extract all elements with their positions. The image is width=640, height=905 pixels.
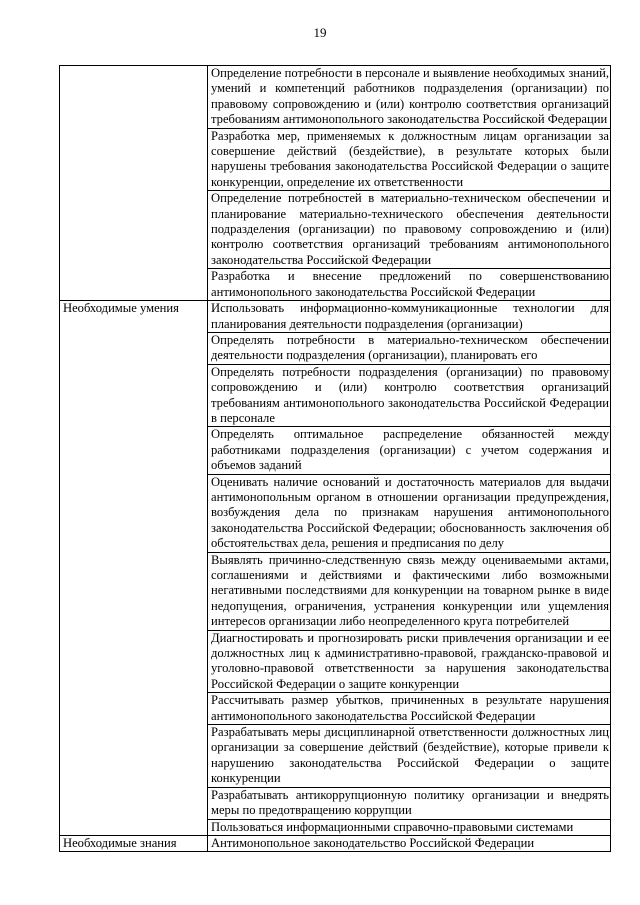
table-cell: Определение потребностей в материально-техническом обеспечении и планирование материально-технического обеспечения деятельности подразделения (организации) по правовому сопровождению и (или) контролю соответствия организаций требованиям антимонопольного законодательства Российской Федерации (208, 191, 611, 269)
table-cell: Антимонопольное законодательство Российской Федерации (208, 835, 611, 851)
table-row (60, 301, 611, 333)
section-label-required-knowledge: Необходимые знания (60, 835, 208, 851)
table-cell: Диагностировать и прогнозировать риски привлечения организации и ее должностных лиц к административно-правовой, гражданско-правовой и уголовно-правовой ответственности за нарушения законодательства Российской Федерации о защите конкуренции (208, 630, 611, 693)
table-cell: Выявлять причинно-следственную связь между оцениваемыми актами, соглашениями и действиями и фактическими либо возможными негативными последствиями для конкуренции на товарном рынке в виде недопущения, ограничения, устранения конкуренции или ущемления интересов организации либо неопределенного круга потребителей (208, 552, 611, 630)
table-cell: Определение потребности в персонале и выявление необходимых знаний, умений и компетенций работников подразделения (организации) по правовому сопровождению и (или) контролю соответствия организаций требованиям антимонопольного законодательства Российской Федерации (208, 66, 611, 129)
section-label-labor-actions (60, 66, 208, 301)
table-cell: Разрабатывать меры дисциплинарной ответственности должностных лиц организации за совершение действий (бездействие), которые привели к нарушению законодательства Российской Федерации о защите конкуренции (208, 725, 611, 788)
table-row (60, 66, 611, 129)
page-number: 19 (313, 25, 327, 40)
table-cell: Определять потребности в материально-техническом обеспечении деятельности подразделения (организации), планировать его (208, 332, 611, 364)
table-row (60, 835, 611, 851)
table-cell: Рассчитывать размер убытков, причиненных в результате нарушения антимонопольного законодательства Российской Федерации (208, 693, 611, 725)
section-label-required-skills: Необходимые умения (60, 301, 208, 836)
table-cell: Использовать информационно-коммуникационные технологии для планирования деятельности подразделения (организации) (208, 301, 611, 333)
table-cell: Разрабатывать антикоррупционную политику организации и внедрять меры по предотвращению коррупции (208, 787, 611, 819)
table-cell: Пользоваться информационными справочно-правовыми системами (208, 819, 611, 835)
table-cell: Разработка и внесение предложений по совершенствованию антимонопольного законодательства Российской Федерации (208, 269, 611, 301)
table-cell: Определять оптимальное распределение обязанностей между работниками подразделения (организации) с учетом содержания и объемов заданий (208, 427, 611, 474)
table-cell: Определять потребности подразделения (организации) по правовому сопровождению и (или) контролю соответствия организаций требованиям антимонопольного законодательства Российской Федерации в персонале (208, 364, 611, 427)
table-cell: Оценивать наличие оснований и достаточность материалов для выдачи антимонопольным органом в отношении организации предупреждения, возбуждения дела по признакам нарушения антимонопольного законодательства Российской Федерации; обоснованность заключения об обстоятельствах дела, решения и предписания по делу (208, 474, 611, 552)
table-cell: Разработка мер, применяемых к должностным лицам организации за совершение действий (бездействие), в результате которых были нарушены требования законодательства Российской Федерации о защите конкуренции, определение их ответственности (208, 128, 611, 191)
competency-table (59, 65, 611, 852)
